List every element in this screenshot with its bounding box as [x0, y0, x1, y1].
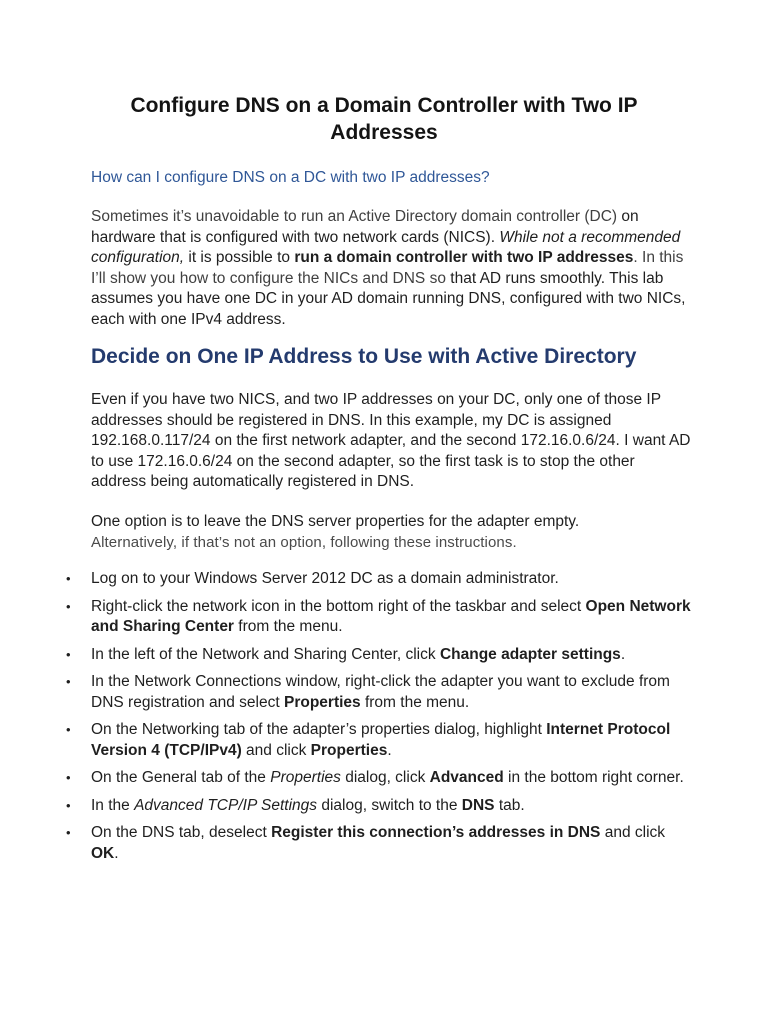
step-8-text-mid: and click — [600, 824, 666, 841]
step-7-text-mid: dialog, switch to the — [317, 796, 462, 814]
intro-bold: run a domain controller with two IP addresses — [294, 249, 634, 266]
step-8-text-end: . — [114, 844, 119, 862]
intro-text-7: that AD runs smoothly. This lab assumes you have one DC in your AD domain running DNS, configured with two NICs, each with one IPv4 address. — [91, 269, 686, 328]
step-7-text-end: tab. — [494, 796, 525, 814]
option-paragraph — [91, 512, 691, 553]
step-6-italic: Properties — [270, 769, 341, 786]
step-7-text: In the — [91, 796, 135, 814]
list-item — [91, 823, 691, 864]
step-8-bold: Register this connection’s addresses in DNS — [271, 824, 601, 841]
explanation-paragraph: Even if you have two NICS, and two IP addresses on your DC, only one of those IP addresses should be registered in DNS. In this example, my DC is assigned 192.168.0.117/24 on the first network adapter, and the second 172.16.0.6/24. I want AD to use 172.16.0.6/24 on the second adapter, so the first task is to stop the other address being automatically registered in DNS. — [91, 391, 691, 490]
list-item — [91, 597, 691, 638]
step-5-text-end: . — [387, 741, 392, 759]
step-5-bold-2: Properties — [310, 741, 388, 759]
list-item — [91, 645, 691, 666]
intro-italic: While not a recommended configuration, — [91, 228, 681, 266]
option-text-2: Alternatively, if that’s not an option, following these instructions. — [91, 533, 517, 551]
step-1-text: Log on to your Windows Server 2012 DC as a domain administrator. — [91, 570, 559, 587]
intro-text-1: Sometimes it’s unavoidable to run an Active Directory domain controller (DC) — [91, 208, 618, 225]
step-6-bold: Advanced — [429, 769, 504, 786]
list-item — [91, 672, 691, 713]
intro-text-6: . In this I’ll show you how to configure the NICs and DNS so — [91, 249, 684, 287]
document-subtitle: How can I configure DNS on a DC with two IP addresses? — [91, 169, 490, 186]
step-8-bold-2: OK — [91, 844, 115, 862]
step-5-bold: Internet Protocol Version 4 (TCP/IPv4) — [91, 721, 671, 759]
list-item — [91, 720, 691, 761]
step-2-text: Right-click the network icon in the bottom right of the taskbar and select — [91, 597, 586, 615]
list-item — [91, 569, 691, 590]
instruction-list — [91, 569, 691, 871]
step-3-text: In the left of the Network and Sharing Center, click — [91, 645, 440, 663]
step-2-bold: Open Network and Sharing Center — [91, 597, 691, 635]
step-4-bold: Properties — [283, 693, 361, 711]
intro-text-4: it is possible to — [184, 249, 295, 266]
step-3-text-end: . — [620, 645, 626, 663]
step-7-italic: Advanced TCP/IP Settings — [134, 796, 318, 814]
step-4-text-end: from the menu. — [360, 693, 470, 711]
document-title: Configure DNS on a Domain Controller with Two IP Addresses — [130, 94, 638, 144]
step-7-bold: DNS — [461, 796, 495, 814]
step-5-text-mid: and click — [241, 741, 311, 759]
step-6-text-end: in the bottom right corner. — [503, 769, 684, 786]
step-3-bold: Change adapter settings — [439, 645, 621, 663]
option-text-1: One option is to leave the DNS server properties for the adapter empty. — [91, 513, 580, 530]
step-2-text-end: from the menu. — [233, 618, 343, 635]
list-item — [91, 768, 691, 789]
intro-text-2: on hardware that is configured with two network cards (NICS). — [91, 208, 639, 246]
step-8-text: On the DNS tab, deselect — [91, 824, 272, 841]
step-4-text: In the Network Connections window, right-click the adapter you want to exclude from DNS registration and select — [91, 673, 670, 711]
intro-paragraph — [91, 207, 691, 330]
step-6-text-mid: dialog, click — [340, 769, 430, 786]
section-heading: Decide on One IP Address to Use with Active Directory — [91, 345, 637, 368]
step-5-text: On the Networking tab of the adapter’s properties dialog, highlight — [91, 721, 547, 738]
list-item — [91, 796, 691, 817]
step-6-text: On the General tab of the — [91, 769, 271, 786]
